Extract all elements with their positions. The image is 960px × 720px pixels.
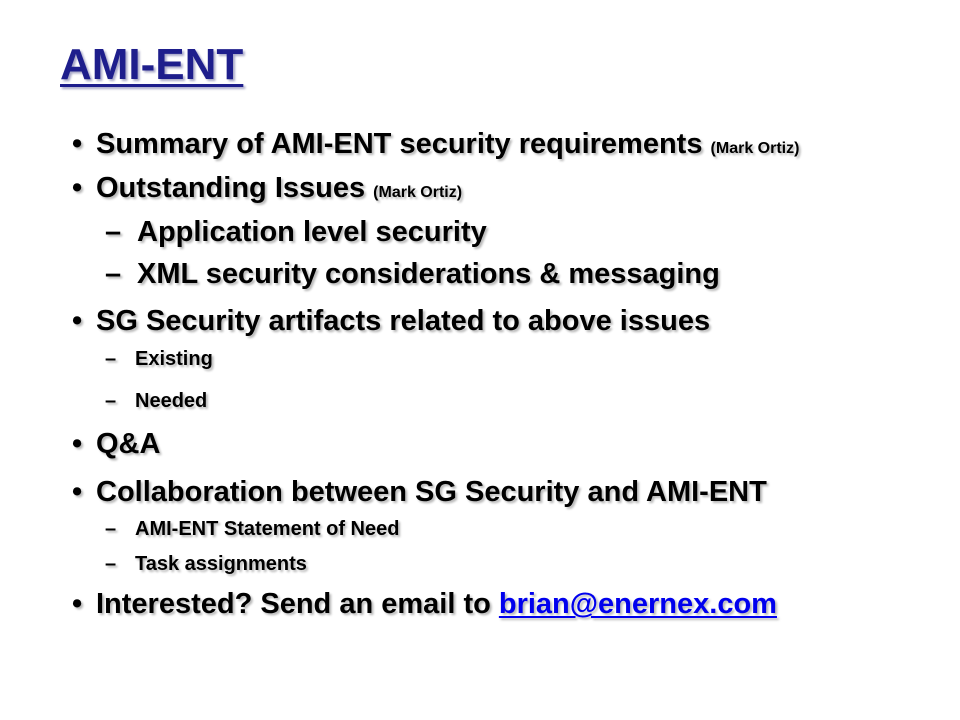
bullet-text: Summary of AMI-ENT security requirements	[96, 128, 711, 160]
sub-item-statement-of-need	[105, 518, 399, 541]
sub-item-text: AMI-ENT Statement of Need	[135, 518, 400, 540]
sub-item-text: Task assignments	[135, 553, 307, 575]
sub-item-task-assignments	[105, 553, 307, 576]
bullet-item-sg-security-artifacts	[72, 305, 710, 338]
bullet-item-summary	[72, 128, 799, 161]
bullet-item-qa	[72, 428, 160, 461]
bullet-item-outstanding-issues	[72, 172, 462, 205]
dash-icon: –	[105, 258, 122, 290]
sub-item-text: Needed	[135, 390, 208, 412]
presenter-note: (Mark Ortiz)	[710, 140, 800, 157]
dash-icon: –	[105, 553, 117, 575]
bullet-icon: •	[72, 476, 83, 508]
sub-item-existing	[105, 348, 213, 371]
bullet-text: Interested? Send an email to	[96, 588, 499, 620]
bullet-icon: •	[72, 128, 83, 160]
email-link[interactable]: brian@enernex.com	[498, 588, 777, 620]
bullet-icon: •	[72, 305, 83, 337]
dash-icon: –	[105, 216, 122, 248]
bullet-icon: •	[72, 588, 83, 620]
bullet-text: Outstanding Issues	[96, 172, 374, 204]
bullet-icon: •	[72, 172, 83, 204]
dash-icon: –	[105, 518, 117, 540]
bullet-text: Collaboration between SG Security and AMI-ENT	[96, 476, 767, 508]
sub-item-application-security	[105, 216, 487, 249]
bullet-item-interested	[72, 588, 777, 621]
bullet-text: Q&A	[96, 428, 161, 460]
sub-item-xml-security	[105, 258, 720, 291]
sub-item-text: Existing	[135, 348, 213, 370]
presenter-note: (Mark Ortiz)	[373, 184, 463, 201]
sub-item-needed	[105, 390, 207, 413]
bullet-text: SG Security artifacts related to above issues	[96, 305, 711, 337]
bullet-icon: •	[72, 428, 83, 460]
bullet-item-collaboration	[72, 476, 767, 509]
dash-icon: –	[105, 348, 117, 370]
sub-item-text: XML security considerations & messaging	[137, 258, 720, 290]
sub-item-text: Application level security	[137, 216, 487, 248]
slide-title: AMI-ENT	[60, 40, 244, 89]
dash-icon: –	[105, 390, 117, 412]
